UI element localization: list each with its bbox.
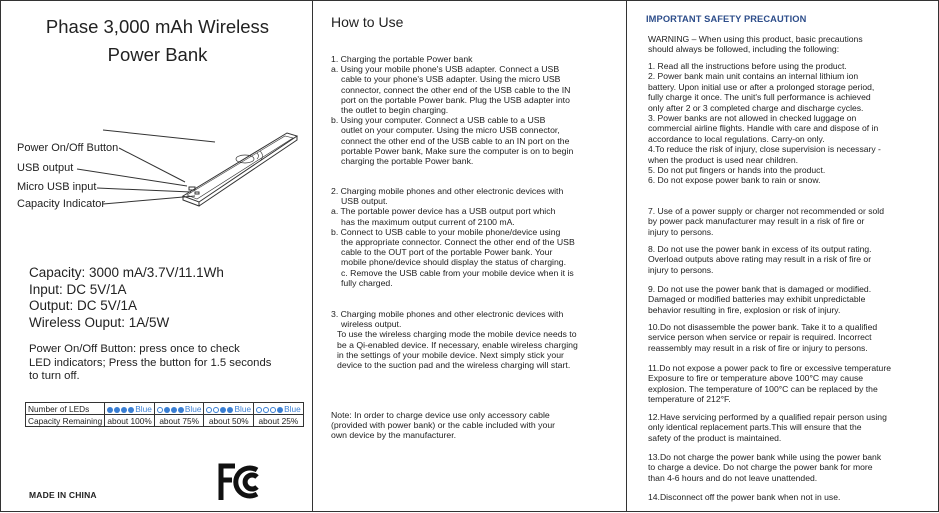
capacity-cell: about 50% — [204, 415, 254, 427]
label-capacity-indicator: Capacity Indicator — [17, 198, 106, 210]
made-in-label: MADE IN CHINA — [29, 490, 97, 500]
leader-line — [97, 188, 191, 192]
spec-wireless: Wireless Ouput: 1A/5W — [29, 314, 170, 330]
fcc-logo-icon — [217, 462, 269, 502]
safety-item-13: 13.Do not charge the power bank while using the power bank to charge a device. Do not charge the power bank for more than 4-6 hours and do not leave unattended. — [648, 452, 882, 483]
spec-capacity: Capacity: 3000 mA/3.7V/11.1Wh — [29, 265, 224, 280]
specs-list — [29, 265, 224, 331]
led-cell: Blue — [105, 403, 155, 415]
capacity-cell: about 75% — [154, 415, 204, 427]
section-usb-output: 2. Charging mobile phones and other electronic devices with USB output. a. The portable power device has a USB output port which has the maximum output current of 2100 mA. b. Connect to USB cable to your mobile phone/device using the appropriate connector. Connect the other end of the USB cable to the OUT port of the portable Power bank. Your mobile phone/device should display the status of charging. c. Remove the USB cable from your mobile device when it is fully charged. — [331, 186, 575, 288]
safety-item-12: 12.Have servicing performed by a qualified repair person using only identical replacement parts.This will ensure that the safety of the product is maintained. — [648, 412, 887, 443]
button-description: Power On/Off Button: press once to check LED indicators; Press the button for 1.5 seconds to turn off. — [29, 343, 272, 382]
led-on-icon — [227, 407, 233, 413]
led-cell: Blue — [204, 403, 254, 415]
led-on-icon — [171, 407, 177, 413]
led-on-icon — [220, 407, 226, 413]
led-on-icon — [121, 407, 127, 413]
led-on-icon — [178, 407, 184, 413]
capacity-cell: about 25% — [254, 415, 304, 427]
note-text: Note: In order to charge device use only accessory cable (provided with power bank) or the cable included with your own device by the manufacturer. — [331, 410, 556, 441]
how-to-use-title: How to Use — [331, 14, 404, 30]
safety-warning: WARNING – When using this product, basic precautions should always be followed, including the following: — [648, 34, 863, 55]
label-power-button: Power On/Off Button — [17, 142, 119, 154]
safety-item-9: 9. Do not use the power bank that is damaged or modified. Damaged or modified batteries may exhibit unpredictable behavior resulting in fire, explosion or risk of injury. — [648, 284, 872, 315]
safety-item-8: 8. Do not use the power bank in excess of its output rating. Overload outputs above rating may result in a risk of fire or injury to persons. — [648, 244, 872, 275]
product-panel — [0, 0, 313, 512]
product-title: Phase 3,000 mAh Wireless Power Bank — [45, 16, 270, 65]
led-on-icon — [107, 407, 113, 413]
led-off-icon — [157, 407, 163, 413]
capacity-cell: about 100% — [105, 415, 155, 427]
led-on-icon — [114, 407, 120, 413]
safety-items-1-6: 1. Read all the instructions before using the product. 2. Power bank main unit contains an internal lithium ion battery. Upon initial use or after a prolonged storage period, fully charge it once. The unit's full performance is achieved only after 2 or 3 completed charge and discharge cycles. 3. Power banks are not allowed in checked luggage on commercial airline flights. Handle with care and dispose of in accordance to local regulations. Carry-on only. 4.To reduce the risk of injury, close supervision is necessary - when the product is used near children. 5. Do not put fingers or hands into the product. 6. Do not expose power bank to rain or snow. — [648, 61, 881, 186]
power-bank-body — [183, 133, 297, 202]
safety-title: IMPORTANT SAFETY PRECAUTION — [646, 14, 807, 24]
section-charging-power-bank: 1. Charging the portable Power bank a. Using your mobile phone's USB adapter. Connect a USB cable to your phone's USB adapter. Using the micro USB connector, connect the other end of the USB cable to the IN port on the portable Power bank. Plug the USB adapter into the outlet to begin charging. b. Using your computer. Connect a USB cable to a USB outlet on your computer. Using the micro USB connector, connect the other end of the USB cable to an IN port on the portable Power bank, Make sure the computer is on to begin charging the portable Power bank. — [331, 54, 574, 167]
led-off-icon — [206, 407, 212, 413]
led-on-icon — [277, 407, 283, 413]
led-off-icon — [213, 407, 219, 413]
label-micro-usb-input: Micro USB input — [17, 181, 97, 193]
led-off-icon — [263, 407, 269, 413]
leader-line — [103, 130, 215, 142]
how-to-use-panel — [312, 0, 627, 512]
micro-usb-port-icon — [195, 192, 199, 194]
usb-port-icon — [189, 187, 195, 190]
spec-output: Output: DC 5V/1A — [29, 298, 138, 313]
safety-panel — [626, 0, 939, 512]
power-bank-top — [187, 136, 293, 199]
led-cell: Blue — [254, 403, 304, 415]
label-usb-output: USB output — [17, 162, 74, 174]
led-capacity-table — [25, 402, 304, 427]
led-on-icon — [164, 407, 170, 413]
section-wireless-output: 3. Charging mobile phones and other electronic devices with wireless output. To use the wireless charging mode the mobile device needs to be a Qi-enabled device. If necessary, enable wireless charging in the settings of your mobile device. Next simply stick your device to the suction pad and the wireless charging will start. — [331, 309, 578, 371]
led-off-icon — [256, 407, 262, 413]
led-row-header: Number of LEDs — [26, 403, 105, 415]
led-off-icon — [270, 407, 276, 413]
led-cell: Blue — [154, 403, 204, 415]
safety-item-14: 14.Disconnect off the power bank when not in use. — [648, 492, 841, 502]
led-row — [26, 403, 304, 415]
spec-input: Input: DC 5V/1A — [29, 281, 127, 297]
safety-item-7: 7. Use of a power supply or charger not recommended or sold by power pack manufacturer may result in a risk of fire or injury to persons. — [648, 206, 884, 237]
capacity-row — [26, 415, 304, 427]
led-on-icon — [128, 407, 134, 413]
capacity-row-header: Capacity Remaining — [26, 415, 105, 427]
leader-line — [103, 196, 195, 204]
safety-item-10: 10.Do not disassemble the power bank. Take it to a qualified service person when service or repair is required. Incorrect reassembly may result in a risk of fire or injury to persons. — [648, 322, 878, 353]
safety-item-11: 11.Do not expose a power pack to fire or excessive temperature Exposure to fire or temperature above 100°C may cause explosion. The temperature of 100°C can be replaced by the temperature of 212°F. — [648, 363, 891, 405]
